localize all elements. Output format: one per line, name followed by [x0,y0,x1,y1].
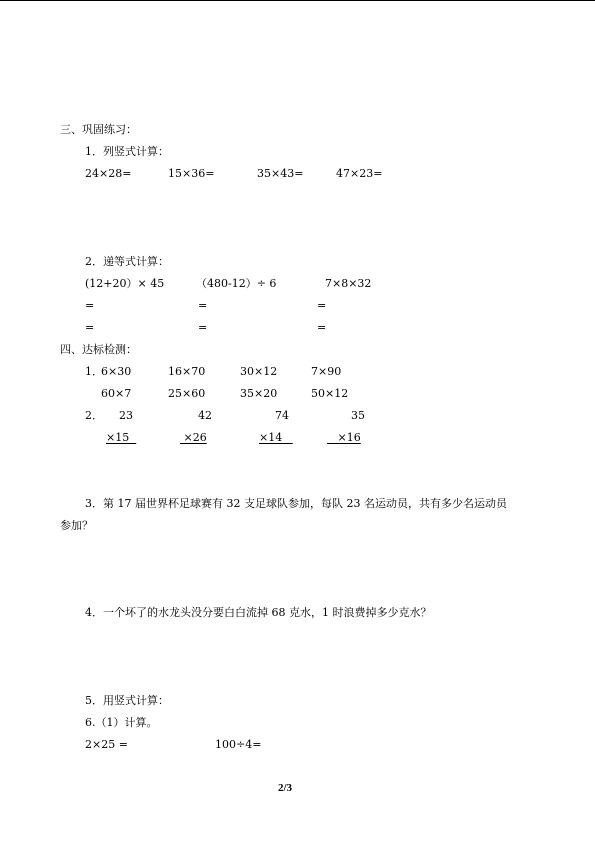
vertical-top: 42 [198,409,212,422]
vertical-bottom: ×15 [106,431,130,444]
s4-q1-item: 25×60 [168,387,206,400]
section3-heading: 三、巩固练习： [60,123,137,136]
q2-equals: = [198,321,208,334]
vertical-top: 74 [275,409,289,422]
q1-item: 35×43= [257,167,304,180]
s4-q4: 4．一个坏了的水龙头没分要白白流掉 68 克水，1 时浪费掉多少克水？ [85,606,432,619]
s4-q1-label: 1． [85,365,103,378]
q1-item: 15×36= [168,167,215,180]
vertical-top: 35 [351,409,365,422]
q2-equals: = [198,299,208,312]
q1-item: 47×23= [336,167,383,180]
q2-expr: （480-12）÷ 6 [196,277,277,290]
q1-title: 1．列竖式计算： [85,145,169,158]
s4-q6-title: 6.（1）计算。 [85,716,158,729]
top-rule [0,0,595,1]
vertical-top: 23 [119,409,133,422]
s4-q1-item: 50×12 [311,387,349,400]
q2-title: 2．递等式计算： [85,255,169,268]
q2-equals: = [317,321,327,334]
q1-item: 24×28= [85,167,132,180]
s4-q1-item: 6×30 [101,365,132,378]
s4-q3-line1: 3．第 17 届世界杯足球赛有 32 支足球队参加，每队 23 名运动员，共有多少名运动员 [85,497,507,510]
s4-q1-item: 16×70 [168,365,206,378]
q2-equals: = [317,299,327,312]
page-number: 2/3 [278,782,293,794]
s4-q1-item: 60×7 [101,387,132,400]
vertical-bottom: ×14 [259,431,283,444]
q2-expr: 7×8×32 [325,277,372,290]
s4-q5: 5．用竖式计算： [85,694,169,707]
s4-q2-label: 2． [85,409,103,422]
s4-q1-item: 30×12 [240,365,278,378]
vertical-bottom: ×26 [183,431,207,444]
s4-q6-item: 100÷4= [215,738,262,751]
q2-equals: = [85,299,95,312]
s4-q3-line2: 参加？ [60,519,93,532]
s4-q6-item: 2×25 = [85,738,128,751]
vertical-bottom: ×16 [337,431,361,444]
section4-heading: 四、达标检测： [60,343,137,356]
s4-q1-item: 35×20 [240,387,278,400]
q2-equals: = [85,321,95,334]
q2-expr: (12+20）× 45 [85,277,165,290]
s4-q1-item: 7×90 [311,365,342,378]
